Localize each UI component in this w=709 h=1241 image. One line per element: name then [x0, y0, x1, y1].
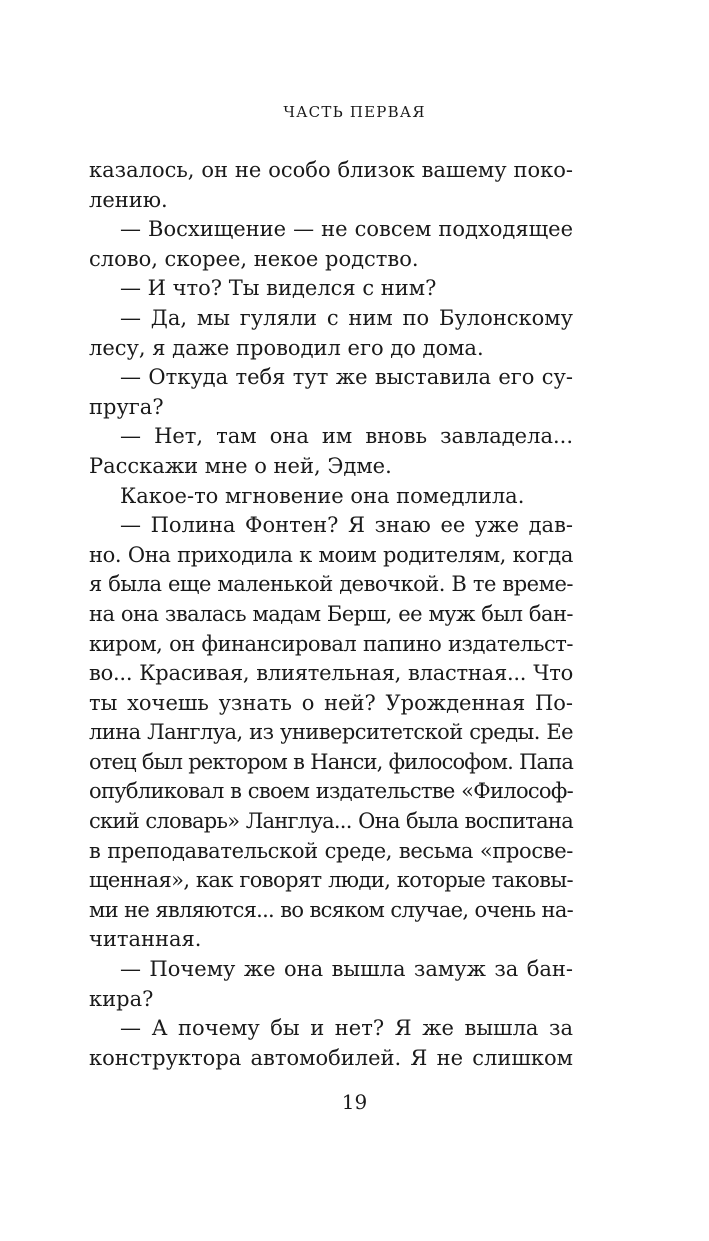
text-line: ты хочешь узнать о ней? Урожденная По- — [89, 690, 573, 715]
text-line: — Нет, там она им вновь завладела... — [120, 424, 573, 449]
text-line: — Полина Фонтен? Я знаю ее уже дав- — [120, 513, 573, 538]
text-line: киром, он финансировал папино издательст- — [89, 631, 573, 656]
running-head: ЧАСТЬ ПЕРВАЯ — [283, 103, 426, 121]
text-line: — И что? Ты виделся с ним? — [120, 276, 437, 301]
text-line: щенная», как говорят люди, которые таковы- — [89, 868, 573, 893]
text-line: — Да, мы гуляли с ним по Булонскому — [120, 305, 573, 330]
text-line: ский словарь» Ланглуа... Она была воспитана — [89, 809, 573, 834]
text-line: ми не являются... во всяком случае, очень на- — [89, 897, 573, 922]
text-line: опубликовал в своем издательстве «Философ- — [89, 779, 573, 804]
text-line: — А почему бы и нет? Я же вышла за — [120, 1016, 573, 1041]
text-line: лесу, я даже проводил его до дома. — [89, 335, 484, 360]
text-line: слово, скорее, некое родство. — [89, 246, 419, 271]
body-text — [89, 156, 573, 1073]
text-line: — Восхищение — не совсем подходящее — [120, 217, 573, 242]
text-line: лина Ланглуа, из университетской среды. Ее — [89, 720, 573, 745]
text-line: — Откуда тебя тут же выставила его су- — [120, 365, 573, 390]
text-line: читанная. — [89, 927, 202, 952]
page-number: 19 — [341, 1090, 368, 1114]
text-line: Какое-то мгновение она помедлила. — [120, 483, 525, 508]
text-line: на она звалась мадам Берш, ее муж был бан- — [89, 601, 573, 626]
text-line: в преподавательской среде, весьма «просве- — [89, 838, 573, 863]
text-line: лению. — [89, 187, 168, 212]
text-line: но. Она приходила к моим родителям, когда — [89, 542, 573, 567]
text-line: конструктора автомобилей. Я не слишком — [89, 1045, 573, 1070]
text-line: кира? — [89, 986, 154, 1011]
text-line: я была еще маленькой девочкой. В те време- — [89, 572, 573, 597]
text-line: отец был ректором в Нанси, философом. Папа — [89, 749, 573, 774]
text-line: Расскажи мне о ней, Эдме. — [89, 453, 392, 478]
text-line: — Почему же она вышла замуж за бан- — [120, 957, 573, 982]
text-line: во... Красивая, влиятельная, властная... Что — [89, 661, 573, 686]
text-line: казалось, он не особо близок вашему поко- — [89, 158, 573, 182]
text-line: пруга? — [89, 394, 164, 419]
